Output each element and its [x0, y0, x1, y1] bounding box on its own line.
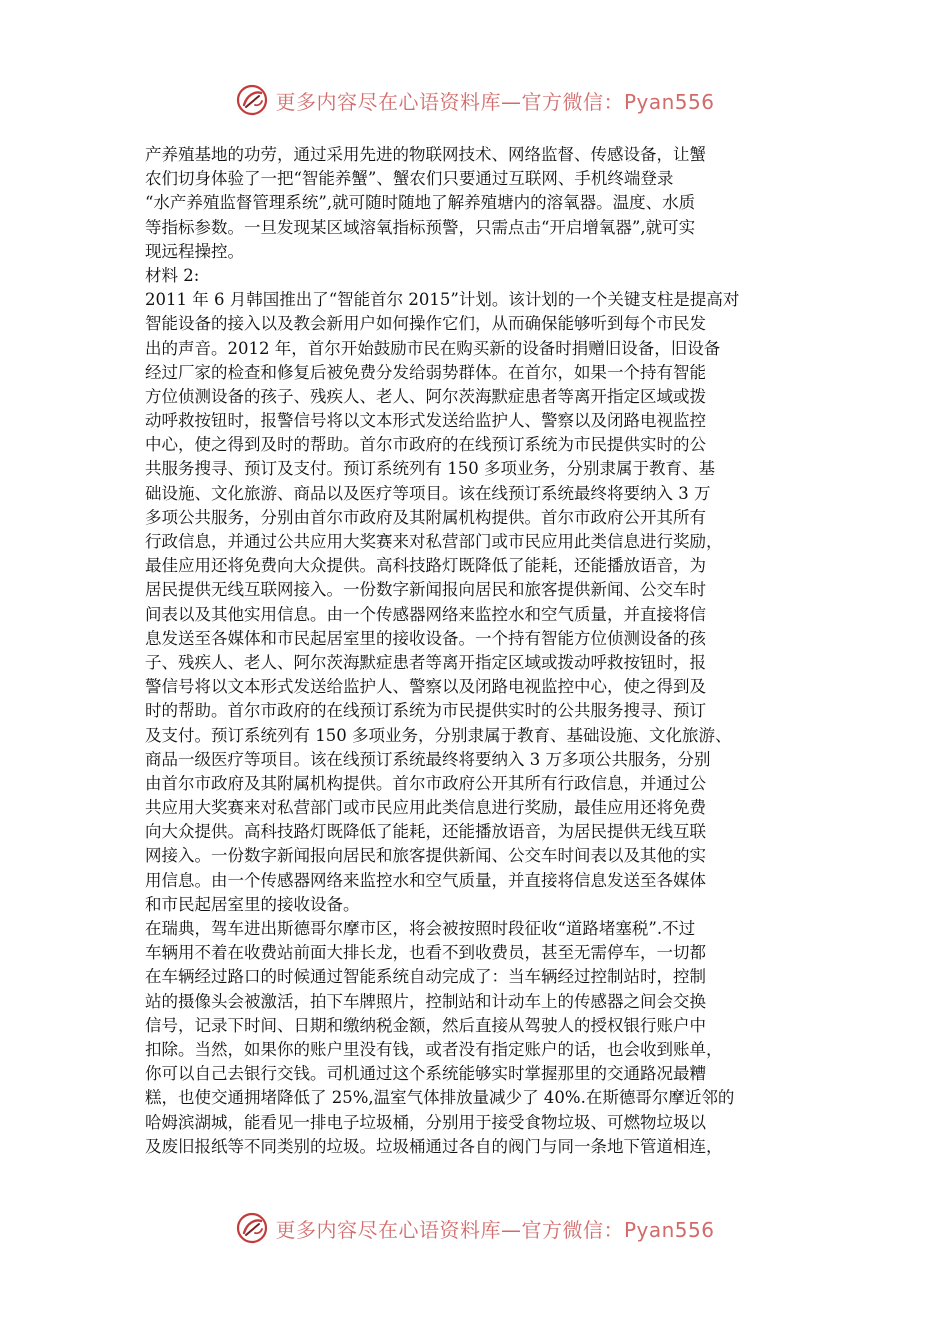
- text-line: 间表以及其他实用信息。由一个传感器网络来监控水和空气质量，并直接将信: [145, 604, 706, 624]
- text-line: 出的声音。2012 年，首尔开始鼓励市民在购买新的设备时捐赠旧设备，旧设备: [145, 338, 721, 358]
- banner-text: 更多内容尽在心语资料库—官方微信：Pyan556: [275, 89, 715, 114]
- text-line: 子、残疾人、老人、阿尔茨海默症患者等离开指定区域或拨动呼救按钮时，报: [145, 652, 706, 672]
- text-line: 产养殖基地的功劳，通过采用先进的物联网技术、网络监督、传感设备，让蟹: [145, 145, 706, 164]
- document-body: [145, 143, 810, 1159]
- footer-banner: [0, 1208, 950, 1248]
- text-line: 糕，也使交通拥堵降低了 25%,温室气体排放量减少了 40%.在斯德哥尔摩近邻的: [145, 1088, 735, 1108]
- text-line: 等指标参数。一旦发现某区域溶氧指标预警，只需点击“开启增氧器”,就可实: [145, 217, 696, 237]
- text-line: 网接入。一份数字新闻报向居民和旅客提供新闻、公交车时间表以及其他的实: [145, 846, 706, 866]
- text-line: 共服务搜寻、预订及支付。预订系统列有 150 多项业务，分别隶属于教育、基: [145, 459, 715, 479]
- text-line: 车辆用不着在收费站前面大排长龙，也看不到收费员，甚至无需停车，一切都: [145, 943, 706, 963]
- brand-logo-icon: [235, 1211, 269, 1245]
- text-line: 居民提供无线互联网接入。一份数字新闻报向居民和旅客提供新闻、公交车时: [145, 580, 706, 600]
- text-line: 在瑞典，驾车进出斯德哥尔摩市区，将会被按照时段征收“道路堵塞税”.不过: [145, 919, 696, 938]
- text-line: 经过厂家的检查和修复后被免费分发给弱势群体。在首尔，如果一个持有智能: [145, 362, 706, 382]
- text-line: 础设施、文化旅游、商品以及医疗等项目。该在线预订系统最终将要纳入 3 万: [145, 483, 711, 503]
- text-line: 在车辆经过路口的时候通过智能系统自动完成了：当车辆经过控制站时，控制: [145, 967, 706, 987]
- brand-logo-icon: [235, 83, 269, 117]
- text-line: 多项公共服务，分别由首尔市政府及其附属机构提供。首尔市政府公开其所有: [145, 507, 706, 527]
- text-line: 及支付。预订系统列有 150 多项业务，分别隶属于教育、基础设施、文化旅游、: [145, 725, 732, 745]
- text-line: 中心，使之得到及时的帮助。首尔市政府的在线预订系统为市民提供实时的公: [145, 435, 706, 455]
- text-line: 信号，记录下时间、日期和缴纳税金额，然后直接从驾驶人的授权银行账户中: [145, 1015, 706, 1035]
- text-line: 材料 2:: [145, 265, 200, 285]
- text-line: 方位侦测设备的孩子、残疾人、老人、阿尔茨海默症患者等离开指定区域或拨: [145, 386, 706, 406]
- text-line: 及废旧报纸等不同类别的垃圾。垃圾桶通过各自的阀门与同一条地下管道相连，: [145, 1136, 723, 1156]
- text-line: 和市民起居室里的接收设备。: [145, 894, 360, 914]
- text-line: 农们切身体验了一把“智能养蟹”、蟹农们只要通过互联网、手机终端登录: [145, 169, 674, 189]
- text-line: 用信息。由一个传感器网络来监控水和空气质量，并直接将信息发送至各媒体: [145, 870, 706, 890]
- text-line: 现远程操控。: [145, 241, 244, 261]
- text-line: 哈姆滨湖城，能看见一排电子垃圾桶，分别用于接受食物垃圾、可燃物垃圾以: [145, 1112, 706, 1132]
- text-line: 向大众提供。高科技路灯既降低了能耗，还能播放语音，为居民提供无线互联: [145, 822, 706, 842]
- text-line: 扣除。当然，如果你的账户里没有钱，或者没有指定账户的话，也会收到账单，: [145, 1039, 723, 1059]
- text-line: “水产养殖监督管理系统”,就可随时随地了解养殖塘内的溶氧器。温度、水质: [145, 193, 696, 213]
- text-line: 息发送至各媒体和市民起居室里的接收设备。一个持有智能方位侦测设备的孩: [145, 628, 706, 648]
- text-line: 由首尔市政府及其附属机构提供。首尔市政府公开其所有行政信息，并通过公: [145, 773, 706, 793]
- text-line: 站的摄像头会被激活，拍下车牌照片，控制站和计动车上的传感器之间会交换: [145, 991, 706, 1011]
- banner-text: 更多内容尽在心语资料库—官方微信：Pyan556: [275, 1217, 715, 1242]
- text-line: 动呼救按钮时，报警信号将以文本形式发送给监护人、警察以及闭路电视监控: [145, 411, 706, 431]
- text-line: 警信号将以文本形式发送给监护人、警察以及闭路电视监控中心，使之得到及: [145, 677, 706, 697]
- text-line: 时的帮助。首尔市政府的在线预订系统为市民提供实时的公共服务搜寻、预订: [145, 701, 706, 721]
- text-line: 共应用大奖赛来对私营部门或市民应用此类信息进行奖励，最佳应用还将免费: [145, 798, 706, 818]
- text-line: 商品一级医疗等项目。该在线预订系统最终将要纳入 3 万多项公共服务，分别: [145, 749, 711, 769]
- text-line: 行政信息，并通过公共应用大奖赛来对私营部门或市民应用此类信息进行奖励，: [145, 532, 723, 551]
- text-line: 你可以自己去银行交钱。司机通过这个系统能够实时掌握那里的交通路况最糟: [145, 1064, 706, 1084]
- text-line: 2011 年 6 月韩国推出了“智能首尔 2015”计划。该计划的一个关键支柱是提高对: [145, 290, 740, 310]
- text-line: 智能设备的接入以及教会新用户如何操作它们，从而确保能够听到每个市民发: [145, 314, 706, 334]
- header-banner: [0, 80, 950, 120]
- text-line: 最佳应用还将免费向大众提供。高科技路灯既降低了能耗，还能播放语音，为: [145, 556, 706, 576]
